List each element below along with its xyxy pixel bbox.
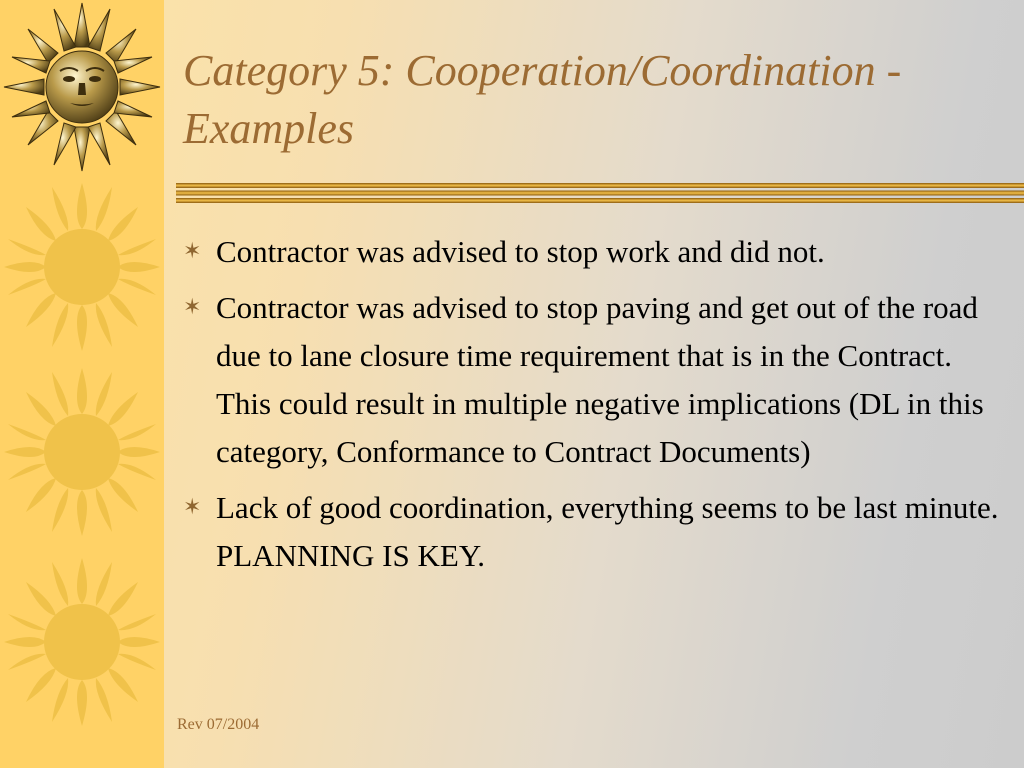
sun-icon <box>2 180 162 355</box>
bullet-text: Lack of good coordination, everything seems to be last minute. PLANNING IS KEY. <box>216 490 999 573</box>
bullet-text: Contractor was advised to stop work and did not. <box>216 234 825 269</box>
bullet-list <box>183 228 1003 588</box>
bullet-item <box>183 484 1003 580</box>
title-divider-rule <box>176 182 1024 204</box>
star-bullet-icon: ✶ <box>183 295 202 320</box>
revision-footer: Rev 07/2004 <box>177 716 260 733</box>
sun-icon <box>2 555 162 730</box>
bullet-text: Contractor was advised to stop paving and get out of the road due to lane closure time requirement that is in the Contract. This could result in multiple negative implications (DL in this category, Conformance to Contract Documents) <box>216 290 984 469</box>
star-bullet-icon: ✶ <box>183 495 202 520</box>
slide-title: Category 5: Cooperation/Coordination - Examples <box>183 46 902 153</box>
bullet-item <box>183 228 1003 276</box>
sun-face-icon <box>2 0 162 175</box>
bullet-item <box>183 284 1003 476</box>
sidebar-decor <box>0 0 164 768</box>
star-bullet-icon: ✶ <box>183 239 202 264</box>
sun-icon <box>2 365 162 540</box>
